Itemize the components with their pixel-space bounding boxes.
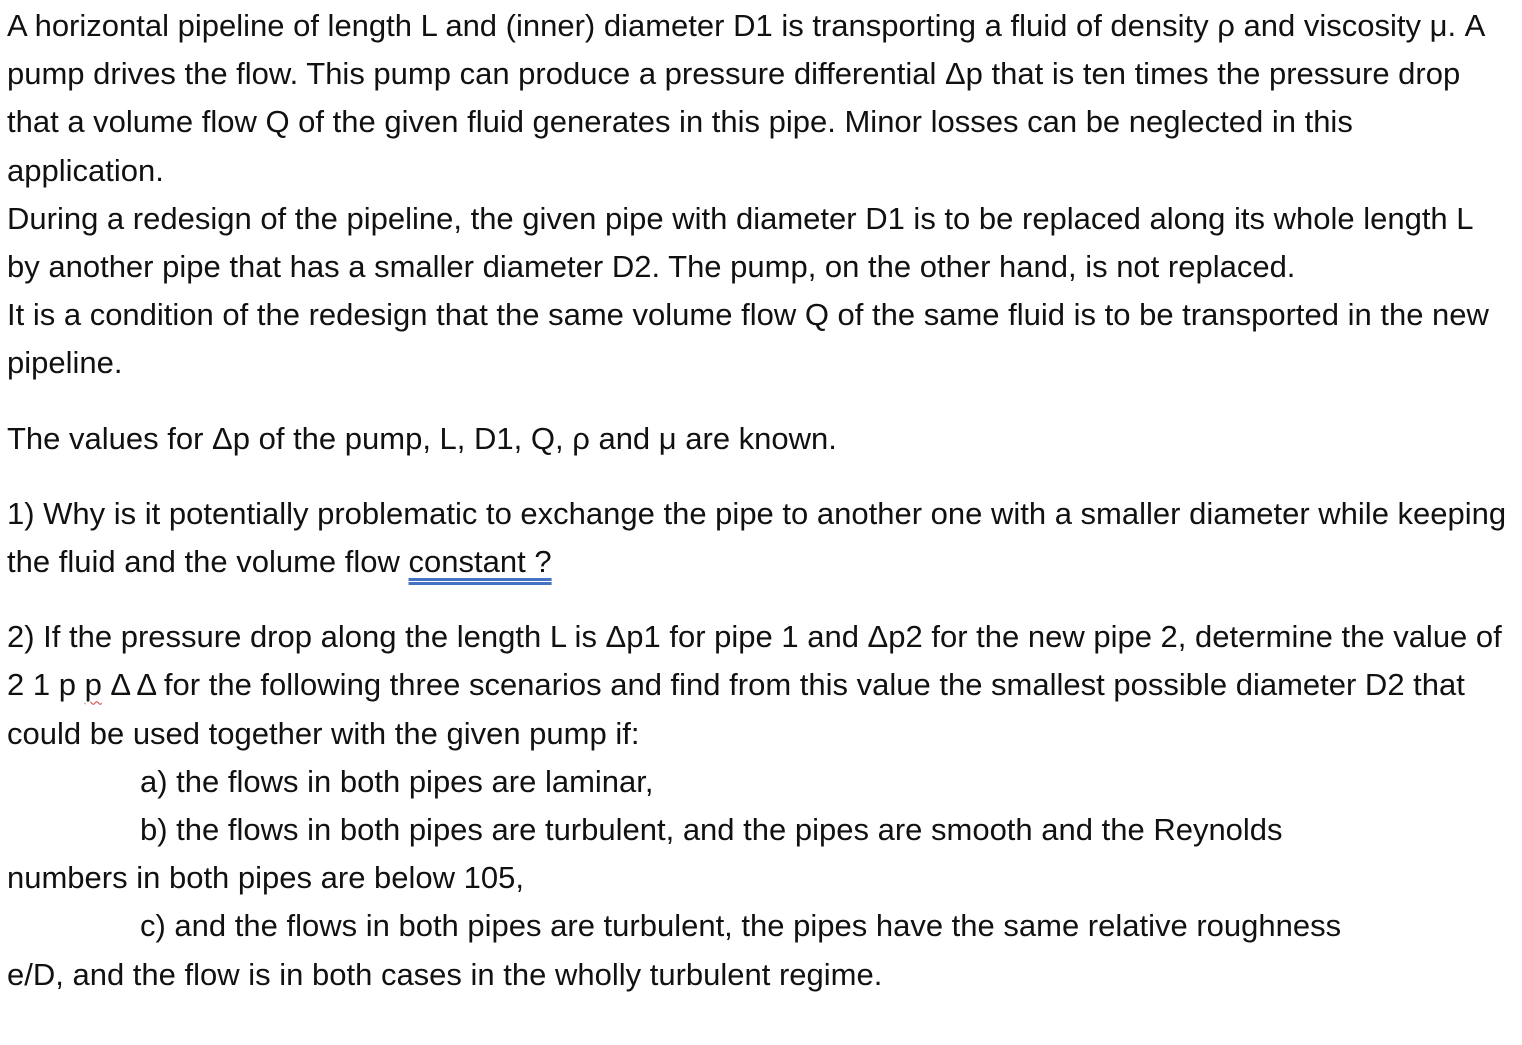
intro-paragraph-3: It is a condition of the redesign that the same volume flow Q of the same fluid is to be transported in the new pipeline.	[7, 297, 1489, 381]
spellcheck-marked-text: p	[84, 667, 102, 703]
question-1-underlined-text: constant ?	[408, 544, 552, 580]
question-1-text: 1) Why is it potentially problematic to exchange the pipe to another one with a smaller diameter while keeping the fluid and the volume flow	[7, 495, 1507, 580]
scenario-c-line-2: e/D, and the flow is in both cases in the wholly turbulent regime.	[7, 956, 883, 992]
scenario-b-line-1: b) the flows in both pipes are turbulent, and the pipes are smooth and the Reynolds	[140, 812, 1283, 848]
question-2-text-start: 2) If the pressure drop along the length L is Δp1 for pipe 1 and Δp2 for the new pipe 2, determine the value of 2 1 p	[7, 619, 1502, 703]
known-values-paragraph: The values for Δp of the pump, L, D1, Q, ρ and μ are known.	[7, 420, 837, 456]
scenario-c-line-1: c) and the flows in both pipes are turbulent, the pipes have the same relative roughness	[140, 908, 1342, 944]
question-2-text-end: Δ Δ for the following three scenarios and find from this value the smallest possible diameter D2 that could be used together with the given pump if:	[7, 667, 1465, 751]
scenario-b-line-2: numbers in both pipes are below 105,	[7, 860, 524, 896]
question-2	[7, 613, 1510, 758]
paragraph-spacer	[7, 388, 1510, 415]
intro-paragraph-1: A horizontal pipeline of length L and (inner) diameter D1 is transporting a fluid of density ρ and viscosity μ. A pump drives the flow. This pump can produce a pressure differential Δp that is ten times the pressure drop that a volume flow Q of the given fluid generates in this pipe. Minor losses can be neglected in this application.	[7, 8, 1484, 188]
paragraph-spacer	[7, 463, 1510, 490]
question-1	[7, 490, 1510, 586]
scenario-a: a) the flows in both pipes are laminar,	[140, 763, 654, 799]
paragraph-spacer	[7, 586, 1510, 613]
intro-paragraph-2: During a redesign of the pipeline, the given pipe with diameter D1 is to be replaced along its whole length L by another pipe that has a smaller diameter D2. The pump, on the other hand, is not replaced.	[7, 200, 1473, 285]
